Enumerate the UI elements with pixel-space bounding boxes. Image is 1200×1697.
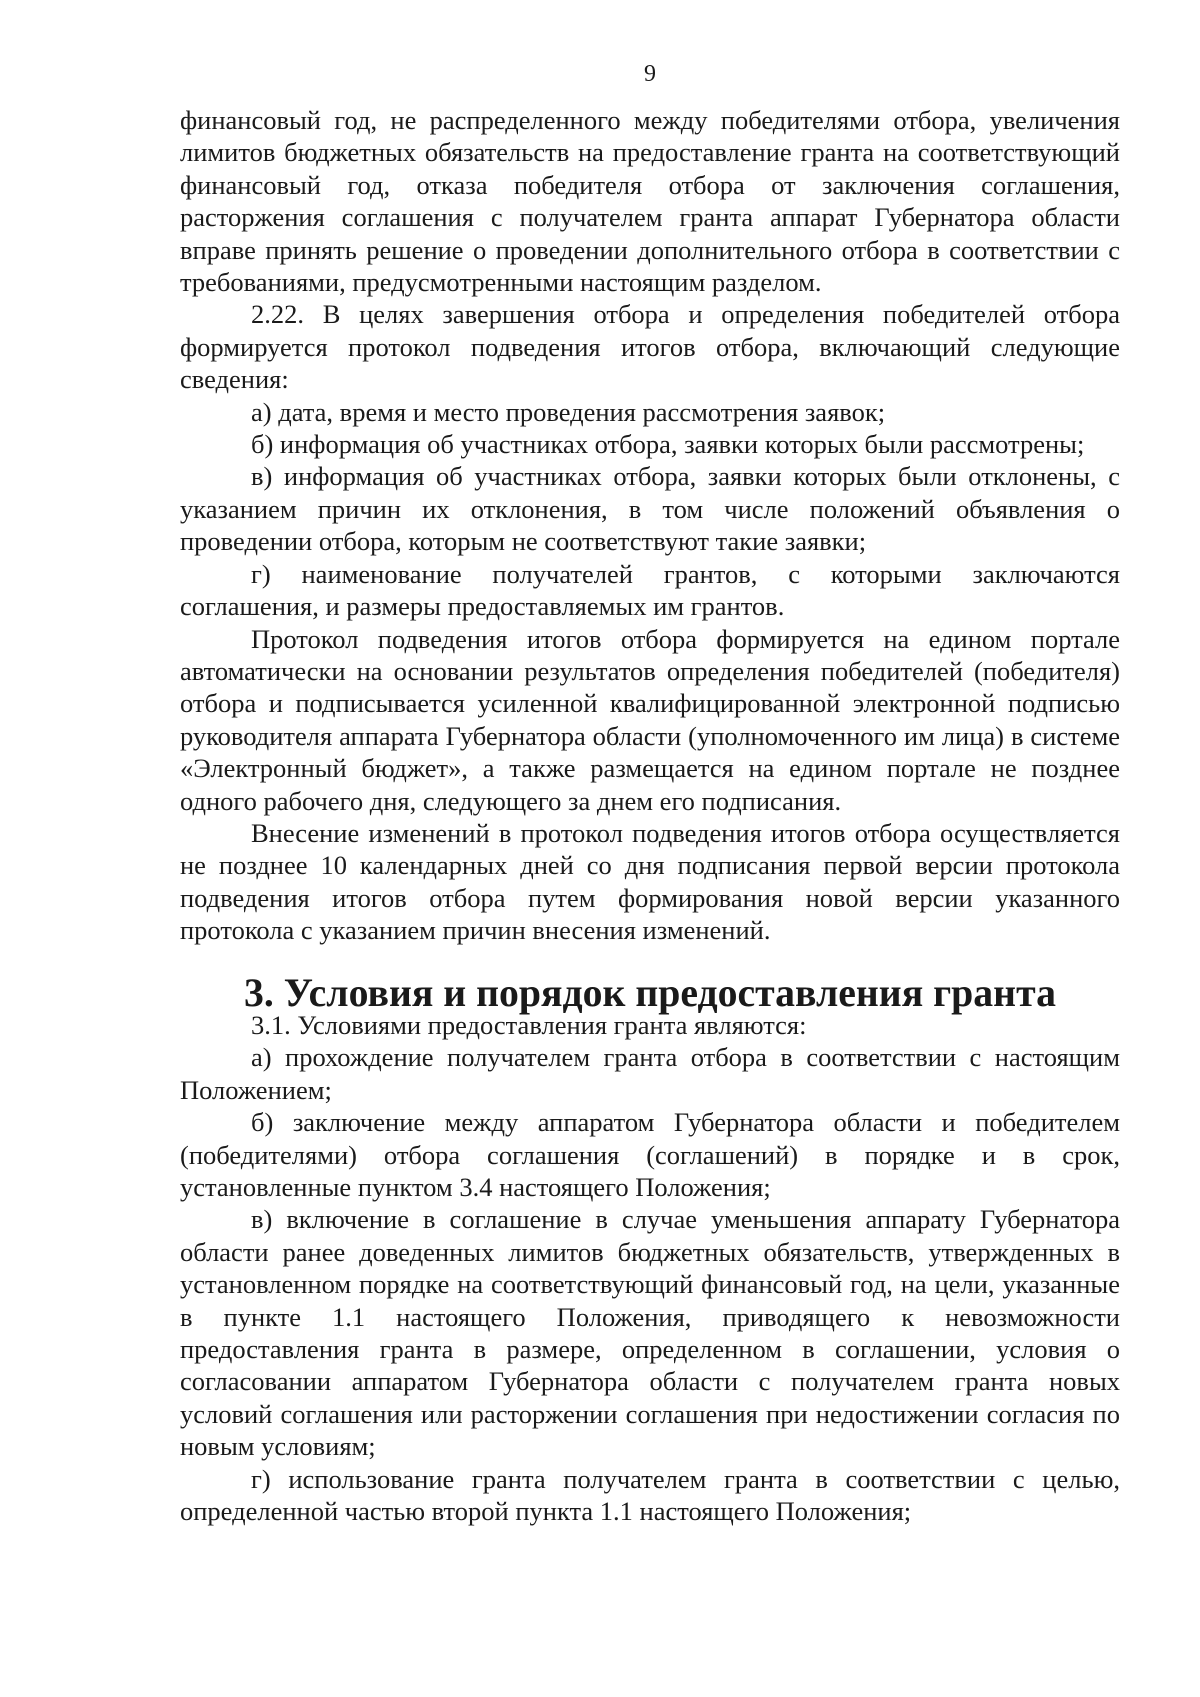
condition-item-v: в) включение в соглашение в случае уменьшения аппарату Губернатора области ранее доведенных лимитов бюджетных обязательств, утвержденных в установленном порядке на соответствующий финансовый год, на цели, указанные в пункте 1.1 настоящего Положения, приводящего к невозможности предоставления гранта в размере, определенном в соглашении, условия о согласовании аппаратом Губернатора области с получателем гранта новых условий соглашения или расторжении соглашения при недостижении согласия по новым условиям; bbox=[180, 1204, 1120, 1462]
paragraph-2-22: 2.22. В целях завершения отбора и определения победителей отбора формируется протокол подведения итогов отбора, включающий следующие сведения: bbox=[180, 299, 1120, 395]
paragraph-continuation: финансовый год, не распределенного между победителями отбора, увеличения лимитов бюджетных обязательств на предоставление гранта на соответствующий финансовый год, отказа победителя отбора от заключения соглашения, расторжения соглашения с получателем гранта аппарат Губернатора области вправе принять решение о проведении дополнительного отбора в соответствии с требованиями, предусмотренными настоящим разделом. bbox=[180, 105, 1120, 298]
page-number: 9 bbox=[644, 61, 656, 87]
list-item-v: в) информация об участниках отбора, заявки которых были отклонены, с указанием причин их отклонения, в том числе положений объявления о проведении отбора, которым не соответствуют такие заявки; bbox=[180, 461, 1120, 557]
condition-item-b: б) заключение между аппаратом Губернатора области и победителем (победителями) отбора соглашения (соглашений) в порядке и в срок, установленные пунктом 3.4 настоящего Положения; bbox=[180, 1107, 1120, 1202]
list-item-a: а) дата, время и место проведения рассмотрения заявок; bbox=[251, 396, 886, 427]
paragraph-3-1: 3.1. Условиями предоставления гранта являются: bbox=[251, 1009, 807, 1040]
section-heading: 3. Условия и порядок предоставления гранта bbox=[244, 970, 1056, 1015]
document-body bbox=[180, 104, 1120, 1527]
paragraph-changes: Внесение изменений в протокол подведения итогов отбора осуществляется не позднее 10 календарных дней со дня подписания первой версии протокола подведения итогов отбора путем формирования новой версии указанного протокола с указанием причин внесения изменений. bbox=[180, 817, 1120, 946]
list-item-b: б) информация об участниках отбора, заявки которых были рассмотрены; bbox=[251, 429, 1085, 460]
document-page bbox=[180, 0, 1120, 1697]
paragraph-protocol: Протокол подведения итогов отбора формируется на едином портале автоматически на основании результатов определения победителей (победителя) отбора и подписывается усиленной квалифицированной электронной подписью руководителя аппарата Губернатора области (уполномоченного им лица) в системе «Электронный бюджет», а также размещается на едином портале не позднее одного рабочего дня, следующего за днем его подписания. bbox=[180, 623, 1120, 816]
list-item-g: г) наименование получателей грантов, с которыми заключаются соглашения, и размеры предоставляемых им грантов. bbox=[180, 558, 1120, 622]
condition-item-g: г) использование гранта получателем гранта в соответствии с целью, определенной частью второй пункта 1.1 настоящего Положения; bbox=[180, 1463, 1120, 1527]
condition-item-a: а) прохождение получателем гранта отбора в соответствии с настоящим Положением; bbox=[180, 1042, 1120, 1105]
